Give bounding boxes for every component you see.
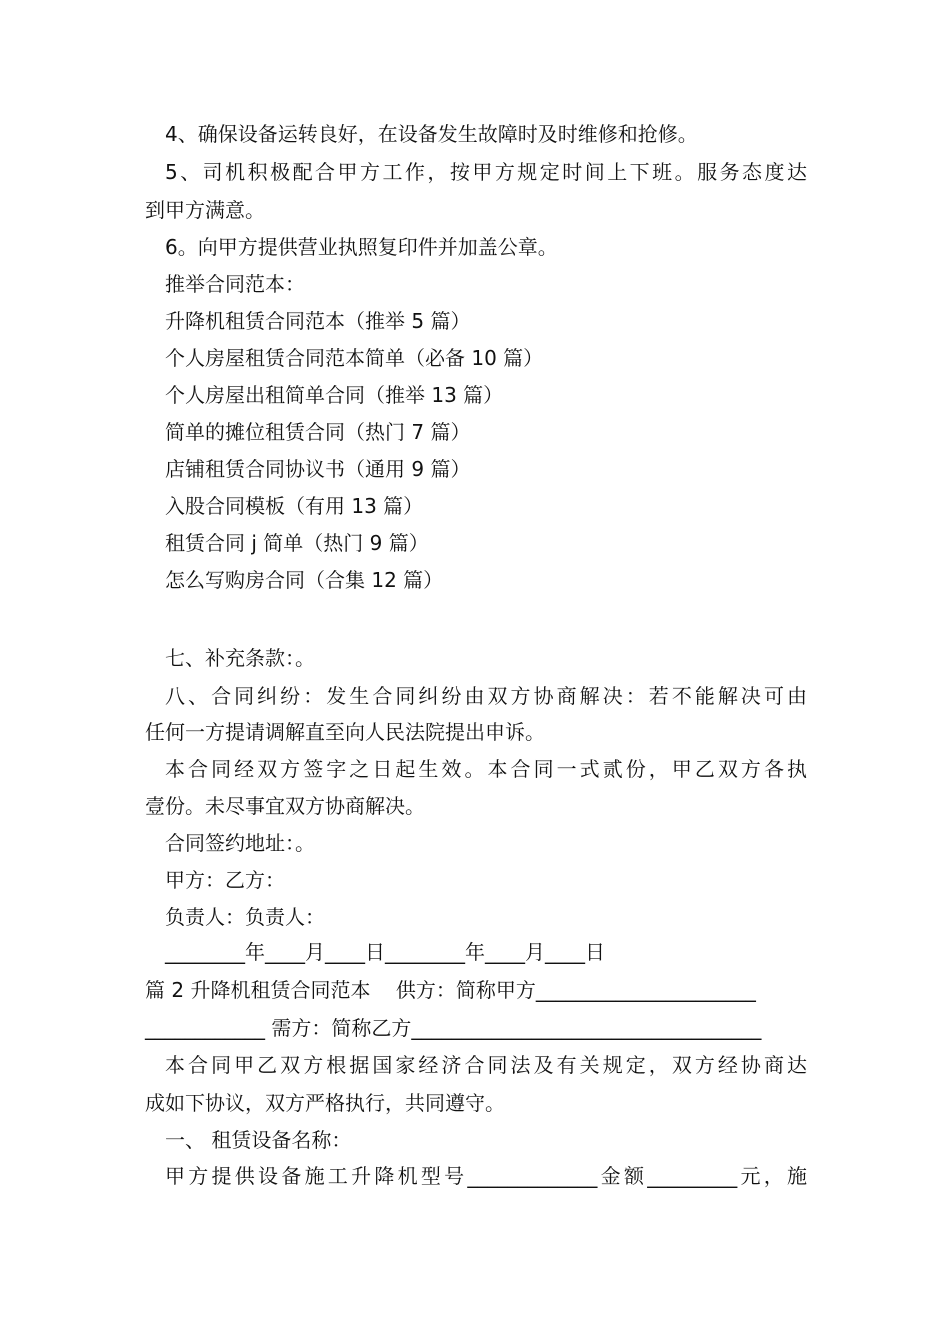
section-8: 八、合同纠纷：发生合同纠纷由双方协商解决：若不能解决可由	[165, 684, 807, 708]
recommend-item: 怎么写购房合同（合集 12 篇）	[165, 568, 444, 592]
clause-6: 6。向甲方提供营业执照复印件并加盖公章。	[165, 235, 558, 259]
responsible-persons: 负责人：负责人：	[165, 905, 325, 929]
recommend-item: 简单的摊位租赁合同（热门 7 篇）	[165, 420, 471, 444]
recommend-item: 店铺租赁合同协议书（通用 9 篇）	[165, 457, 471, 481]
recommend-item: 个人房屋租赁合同范本简单（必备 10 篇）	[165, 346, 544, 370]
recommend-heading: 推举合同范本：	[165, 272, 305, 296]
clause-5-cont: 到甲方满意。	[145, 198, 265, 222]
agreement-intro: 本合同甲乙双方根据国家经济合同法及有关规定，双方经协商达	[165, 1053, 807, 1077]
date-line: ________年____月____日________年____月____日	[165, 940, 605, 964]
clause-5: 5、司机积极配合甲方工作，按甲方规定时间上下班。服务态度达	[165, 160, 807, 184]
section-8-cont: 任何一方提请调解直至向人民法院提出申诉。	[145, 720, 545, 744]
recommend-item: 租赁合同 j 简单（热门 9 篇）	[165, 531, 429, 555]
buyer-line: ____________ 需方：简称乙方___________________________________	[145, 1016, 762, 1040]
recommend-item: 升降机租赁合同范本（推举 5 篇）	[165, 309, 471, 333]
effect-clause: 本合同经双方签字之日起生效。本合同一式贰份，甲乙双方各执	[165, 757, 807, 781]
agreement-intro-cont: 成如下协议，双方严格执行，共同遵守。	[145, 1091, 505, 1115]
clause-4: 4、确保设备运转良好，在设备发生故障时及时维修和抢修。	[165, 122, 698, 146]
sign-address: 合同签约地址：。	[165, 831, 315, 855]
equipment-model-line: 甲方提供设备施工升降机型号_____________金额_________元，施	[165, 1164, 807, 1188]
section-7: 七、补充条款：。	[165, 646, 315, 670]
recommend-item: 入股合同模板（有用 13 篇）	[165, 494, 424, 518]
equipment-heading: 一、 租赁设备名称：	[165, 1128, 352, 1152]
recommend-item: 个人房屋出租简单合同（推举 13 篇）	[165, 383, 504, 407]
article-2-header: 篇 2 升降机租赁合同范本 供方：简称甲方______________________	[145, 978, 756, 1002]
party-names: 甲方：乙方：	[165, 868, 285, 892]
effect-clause-cont: 壹份。未尽事宜双方协商解决。	[145, 794, 425, 818]
